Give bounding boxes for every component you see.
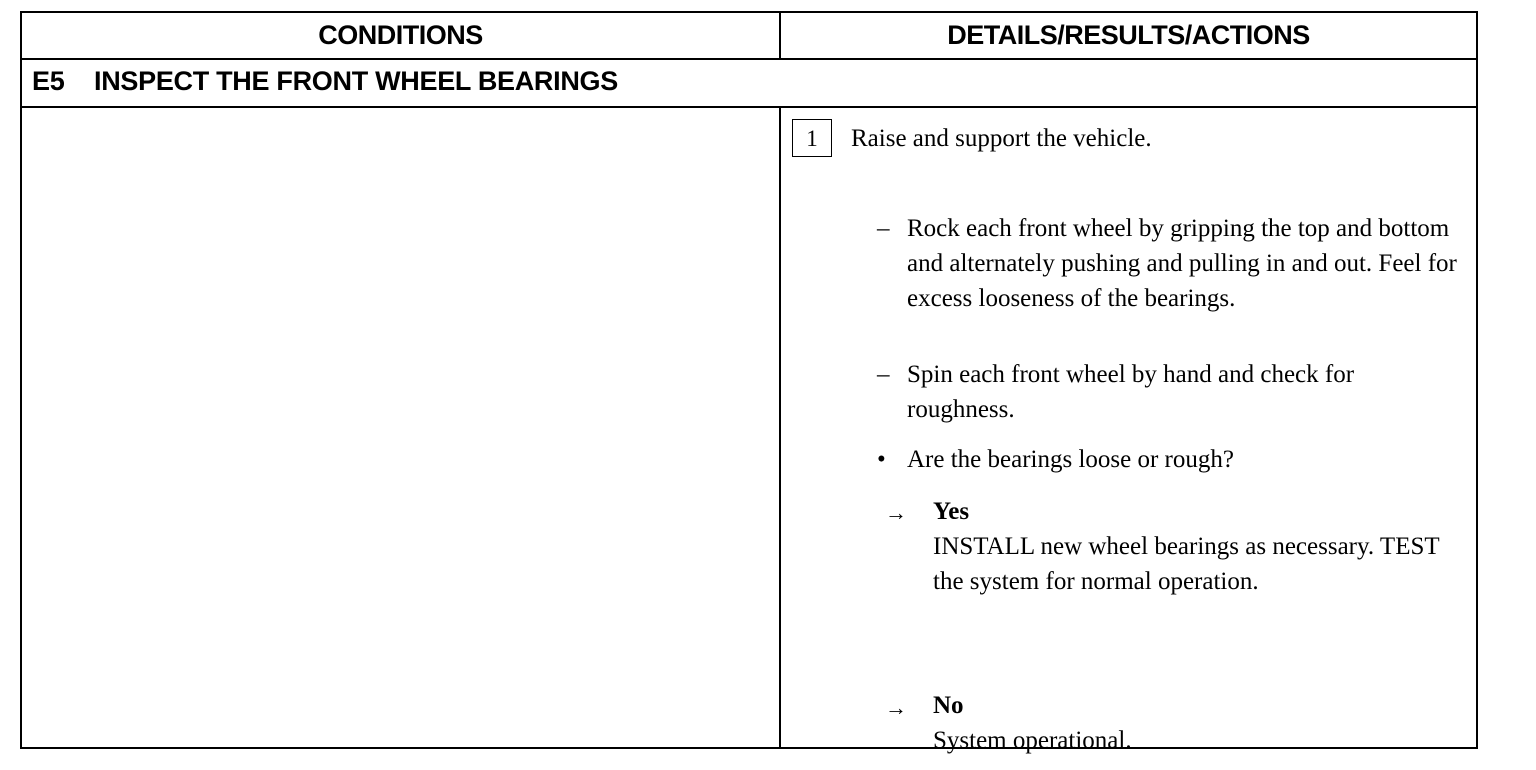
section-row [22,60,1476,108]
section-title: INSPECT THE FRONT WHEEL BEARINGS [94,66,618,96]
dash-marker: – [877,215,890,242]
table-header [22,13,1476,60]
dash-item-spin: Spin each front wheel by hand and check for roughness. [907,361,1355,423]
diagnostic-table [20,11,1478,754]
yes-response [933,494,1453,599]
conditions-cell [22,108,781,747]
step-instruction: Raise and support the vehicle. [851,125,1152,152]
bullet-marker: • [877,446,886,473]
no-response [933,688,1453,758]
yes-label: Yes [933,498,970,525]
dash-item-rock: Rock each front wheel by gripping the top and bottom and alternately pushing and pulling in and out. Feel for excess looseness of the bearings. [907,215,1457,312]
conditions-header: CONDITIONS [22,13,781,58]
no-action: System operational. [933,727,1132,754]
dash-marker: – [877,361,890,388]
step-number-box: 1 [792,119,832,157]
question-text: Are the bearings loose or rough? [907,446,1234,473]
no-label: No [933,692,964,719]
details-header: DETAILS/RESULTS/ACTIONS [947,20,1310,50]
section-code: E5 [32,66,65,96]
yes-action: INSTALL new wheel bearings as necessary. TEST the system for normal operation. [933,533,1440,595]
arrow-icon: → [885,500,907,525]
details-cell [781,108,1476,754]
arrow-icon: → [885,695,907,720]
